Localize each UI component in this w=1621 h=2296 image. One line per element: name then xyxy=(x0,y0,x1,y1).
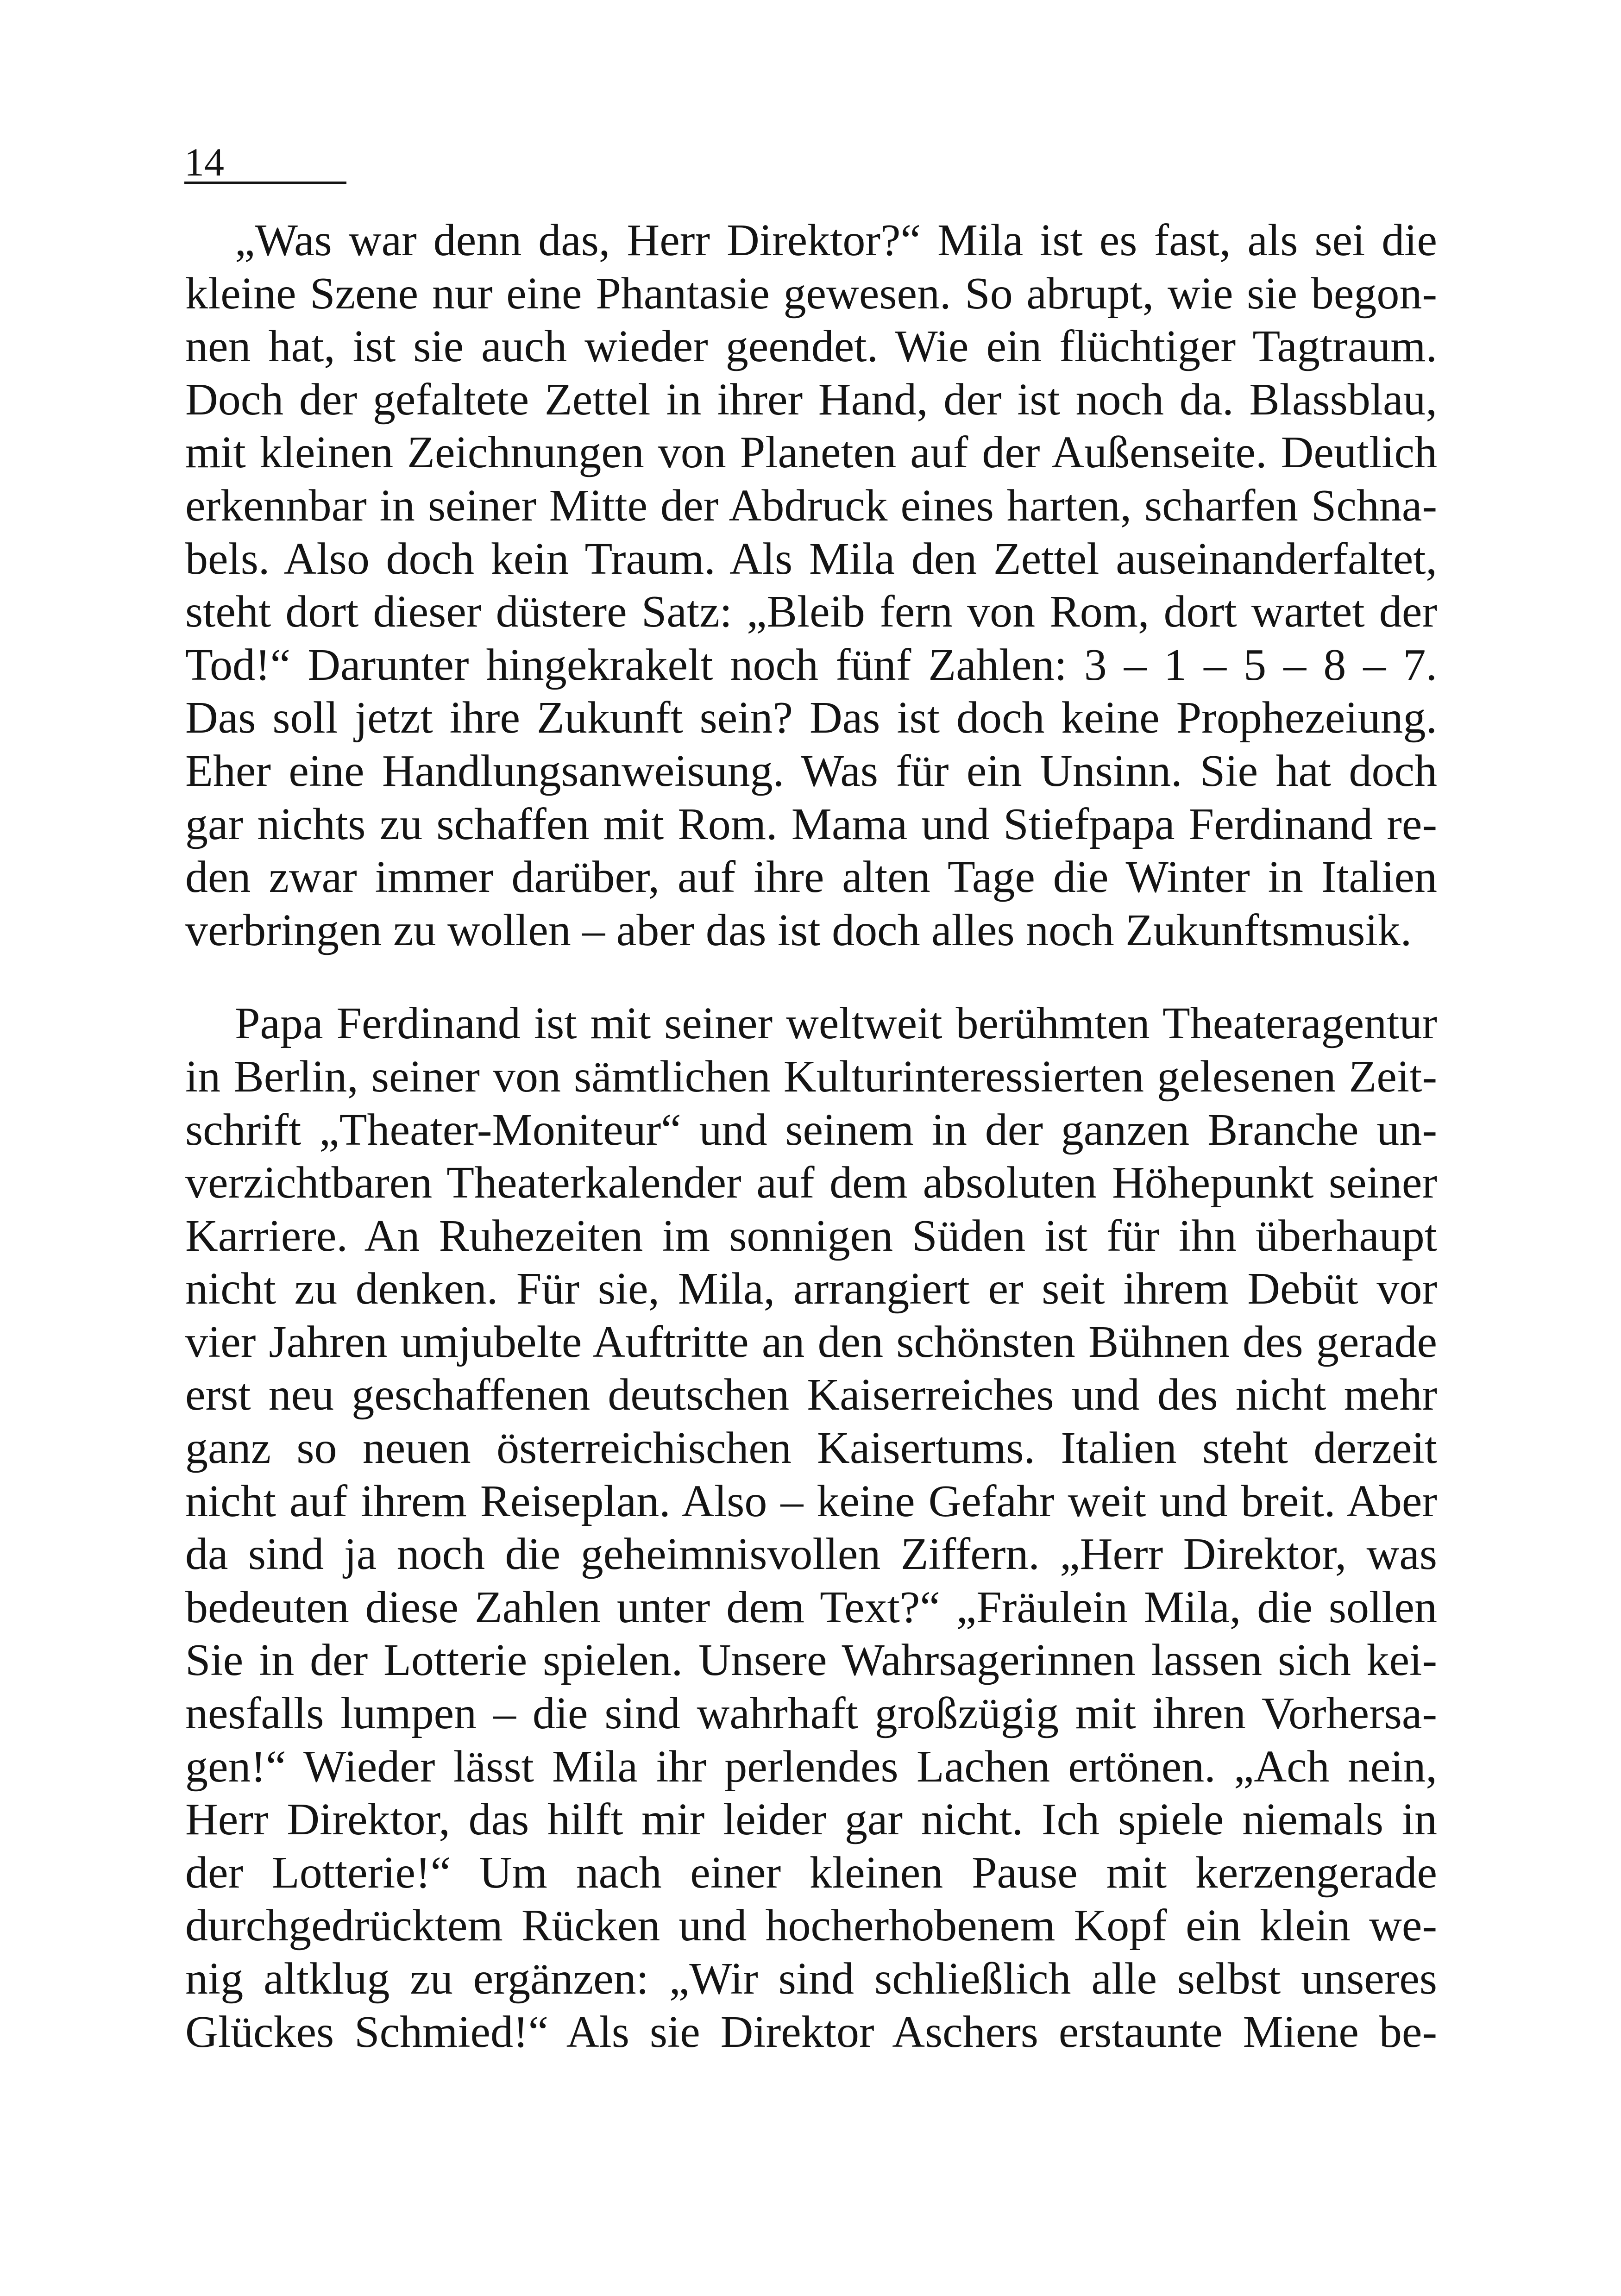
text-line: der Lotterie!“ Um nach einer kleinen Pause mit kerzengerade xyxy=(185,1847,1437,1898)
text-line: nesfalls lumpen – die sind wahrhaft großzügig mit ihren Vorhersa- xyxy=(185,1688,1437,1739)
text-line: verzichtbaren Theaterkalender auf dem absoluten Höhepunkt seiner xyxy=(185,1158,1437,1208)
text-line: nig altklug zu ergänzen: „Wir sind schließlich alle selbst unseres xyxy=(185,1954,1437,2004)
body-text xyxy=(185,214,1437,2058)
page-number: 14 xyxy=(184,140,224,184)
text-line: „Was war denn das, Herr Direktor?“ Mila ist es fast, als sei die xyxy=(235,215,1437,265)
text-line: Papa Ferdinand ist mit seiner weltweit berühmten Theateragentur xyxy=(235,998,1437,1049)
text-line: bedeuten diese Zahlen unter dem Text?“ „Fräulein Mila, die sollen xyxy=(185,1582,1437,1632)
text-line: durchgedrücktem Rücken und hocherhobenem Kopf ein klein we- xyxy=(185,1901,1437,1951)
text-line: erkennbar in seiner Mitte der Abdruck eines harten, scharfen Schna- xyxy=(185,480,1437,531)
text-line: vier Jahren umjubelte Auftritte an den schönsten Bühnen des gerade xyxy=(185,1317,1437,1367)
text-line: in Berlin, seiner von sämtlichen Kulturinteressierten gelesenen Zeit- xyxy=(185,1051,1437,1102)
text-line: schrift „Theater-Moniteur“ und seinem in der ganzen Branche un- xyxy=(185,1104,1437,1155)
text-line: Tod!“ Darunter hingekrakelt noch fünf Zahlen: 3 – 1 – 5 – 8 – 7. xyxy=(185,640,1437,690)
text-line: Eher eine Handlungsanweisung. Was für ein Unsinn. Sie hat doch xyxy=(185,746,1437,796)
text-line: Sie in der Lotterie spielen. Unsere Wahrsagerinnen lassen sich kei- xyxy=(185,1635,1437,1686)
text-line: den zwar immer darüber, auf ihre alten Tage die Winter in Italien xyxy=(185,852,1437,903)
text-line: mit kleinen Zeichnungen von Planeten auf der Außenseite. Deutlich xyxy=(185,427,1437,478)
paragraph xyxy=(185,997,1437,2058)
text-line: ganz so neuen österreichischen Kaisertums. Italien steht derzeit xyxy=(185,1423,1437,1474)
text-line: erst neu geschaffenen deutschen Kaiserreiches und des nicht mehr xyxy=(185,1370,1437,1420)
text-line: kleine Szene nur eine Phantasie gewesen. So abrupt, wie sie begon- xyxy=(185,268,1437,319)
text-line: da sind ja noch die geheimnisvollen Ziffern. „Herr Direktor, was xyxy=(185,1529,1437,1580)
text-line: bels. Also doch kein Traum. Als Mila den Zettel auseinanderfaltet, xyxy=(185,533,1437,584)
text-line: gen!“ Wieder lässt Mila ihr perlendes Lachen ertönen. „Ach nein, xyxy=(185,1741,1437,1792)
text-line: nicht auf ihrem Reiseplan. Also – keine Gefahr weit und breit. Aber xyxy=(185,1476,1437,1526)
paragraph xyxy=(185,214,1437,957)
text-line: Karriere. An Ruhezeiten im sonnigen Süden ist für ihn überhaupt xyxy=(185,1211,1437,1261)
text-line: Doch der gefaltete Zettel in ihrer Hand, der ist noch da. Blassblau, xyxy=(185,374,1437,425)
text-line: Glückes Schmied!“ Als sie Direktor Aschers erstaunte Miene be- xyxy=(185,2007,1437,2057)
text-line: nicht zu denken. Für sie, Mila, arrangiert er seit ihrem Debüt vor xyxy=(185,1264,1437,1314)
text-line: steht dort dieser düstere Satz: „Bleib fern von Rom, dort wartet der xyxy=(185,587,1437,637)
text-line: nen hat, ist sie auch wieder geendet. Wie ein flüchtiger Tagtraum. xyxy=(185,321,1437,372)
text-line: Herr Direktor, das hilft mir leider gar nicht. Ich spiele niemals in xyxy=(185,1794,1437,1845)
text-line: verbringen zu wollen – aber das ist doch alles noch Zukunftsmusik. xyxy=(185,905,1412,955)
text-line: Das soll jetzt ihre Zukunft sein? Das ist doch keine Prophezeiung. xyxy=(185,693,1437,743)
text-line: gar nichts zu schaffen mit Rom. Mama und Stiefpapa Ferdinand re- xyxy=(185,799,1437,849)
header-rule xyxy=(184,182,346,184)
